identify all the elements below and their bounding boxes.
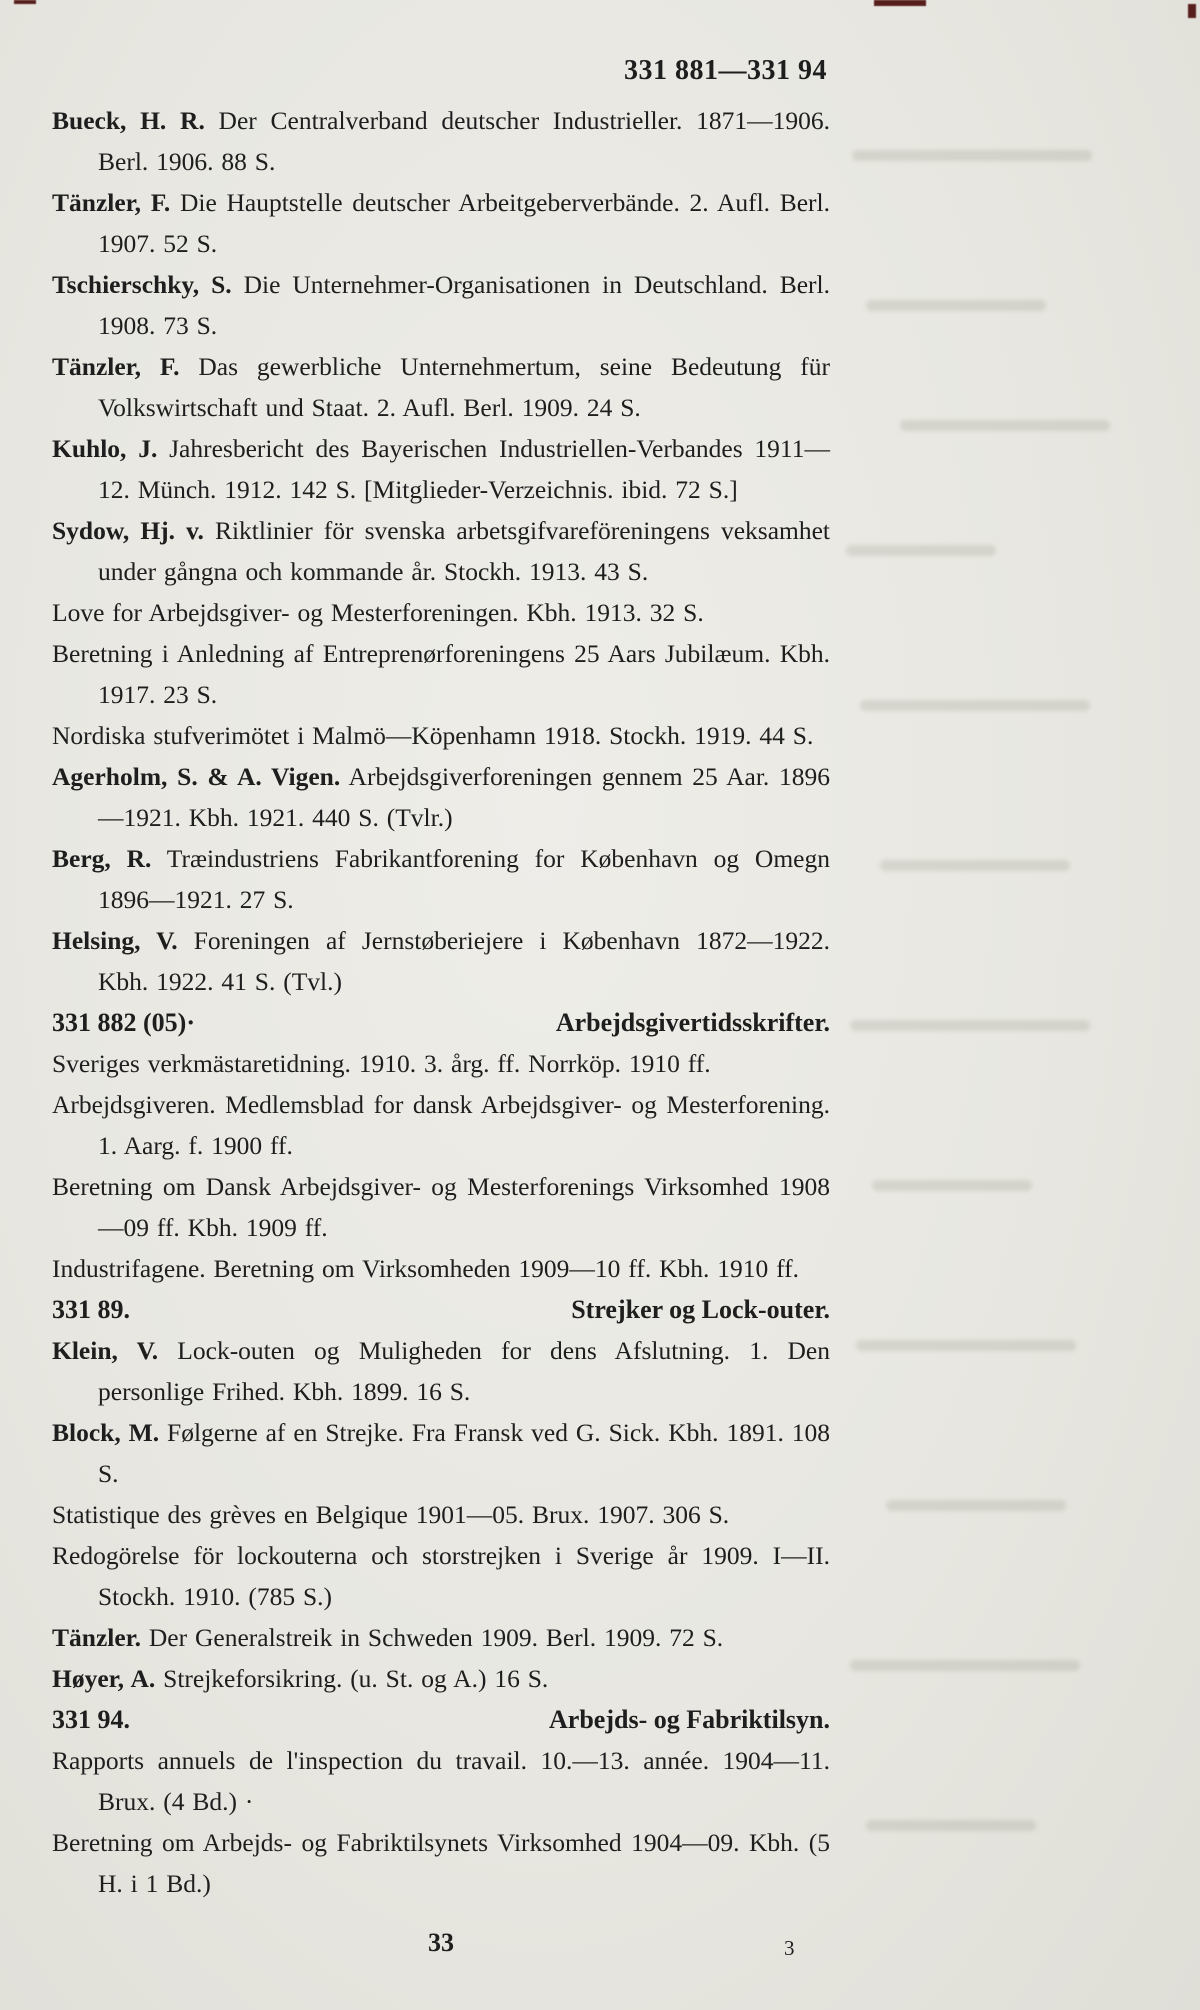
bleedthrough-mark: [900, 420, 1110, 431]
bib-entry: [52, 1535, 830, 1617]
entry-text: Lock-outen og Muligheden for dens Afslutning. 1. Den personlige Frihed. Kbh. 1899. 16 S.: [98, 1336, 831, 1406]
bib-entry: [52, 1248, 830, 1289]
bib-entry: [52, 1166, 830, 1248]
bib-entry: [52, 264, 830, 346]
bib-entry: [52, 715, 830, 756]
entry-author: Tänzler.: [52, 1623, 142, 1652]
entry-text: Strejkeforsikring. (u. St. og A.) 16 S.: [163, 1664, 549, 1693]
entry-text: Beretning i Anledning af Entreprenørforeningens 25 Aars Jubilæum. Kbh. 1917. 23 S.: [52, 639, 830, 709]
bib-entry: [52, 1412, 830, 1494]
entry-text: Beretning om Dansk Arbejdsgiver- og Mesterforenings Virksomhed 1908—09 ff. Kbh. 1909 ff.: [52, 1172, 830, 1242]
bib-entry: [52, 1822, 830, 1904]
bib-entry: [52, 756, 830, 838]
bib-entry: [52, 100, 830, 182]
entry-text: Beretning om Arbejds- og Fabriktilsynets Virksomhed 1904—09. Kbh. (5 H. i 1 Bd.): [52, 1828, 830, 1898]
entry-text: Der Generalstreik in Schweden 1909. Berl. 1909. 72 S.: [148, 1623, 724, 1652]
section-heading: [52, 1699, 830, 1740]
entry-text: Der Centralverband deutscher Industrieller. 1871—1906. Berl. 1906. 88 S.: [98, 106, 830, 176]
entry-author: Agerholm, S. & A. Vigen.: [52, 762, 341, 791]
entry-text: Følgerne af en Strejke. Fra Fransk ved G. Sick. Kbh. 1891. 108 S.: [98, 1418, 830, 1488]
entry-author: Helsing, V.: [52, 926, 178, 955]
entry-author: Bueck, H. R.: [52, 106, 205, 135]
bleedthrough-mark: [880, 860, 1070, 871]
bib-entry: [52, 1494, 830, 1535]
scan-artifact: [14, 0, 36, 4]
bib-entry: [52, 838, 830, 920]
bibliography-text: [52, 100, 830, 1904]
entry-text: Jahresbericht des Bayerischen Industriellen-Verbandes 1911—12. Münch. 1912. 142 S. [Mitglieder-Verzeichnis. ibid. 72 S.]: [98, 434, 830, 504]
entry-text: Foreningen af Jernstøberiejere i København 1872—1922. Kbh. 1922. 41 S. (Tvl.): [98, 926, 830, 996]
bib-entry: [52, 1658, 830, 1699]
bib-entry: [52, 1084, 830, 1166]
scan-artifact: [1188, 4, 1196, 18]
bleedthrough-mark: [856, 1340, 1076, 1351]
section-title: Arbejds- og Fabriktilsyn.: [549, 1705, 830, 1734]
bleedthrough-mark: [846, 545, 996, 556]
section-number: 331 882 (05)·: [52, 1008, 195, 1037]
entry-author: Berg, R.: [52, 844, 152, 873]
bib-entry: [52, 1043, 830, 1084]
bib-entry: [52, 182, 830, 264]
bib-entry: [52, 920, 830, 1002]
section-title: Strejker og Lock-outer.: [571, 1295, 830, 1324]
entry-text: Das gewerbliche Unternehmertum, seine Bedeutung für Volkswirtschaft und Staat. 2. Aufl. Berl. 1909. 24 S.: [98, 352, 831, 422]
entry-author: Sydow, Hj. v.: [52, 516, 204, 545]
section-heading: [52, 1002, 830, 1043]
entry-text: Sveriges verkmästaretidning. 1910. 3. årg. ff. Norrköp. 1910 ff.: [52, 1049, 711, 1078]
entry-text: Arbejdsgiverforeningen gennem 25 Aar. 1896—1921. Kbh. 1921. 440 S. (Tvlr.): [98, 762, 830, 832]
bib-entry: [52, 346, 830, 428]
entry-text: Redogörelse för lockouterna och storstrejken i Sverige år 1909. I—II. Stockh. 1910. (785 S.): [52, 1541, 830, 1611]
section-number: 331 94.: [52, 1705, 130, 1734]
page-number: 33: [428, 1928, 454, 1957]
bleedthrough-mark: [866, 1820, 1036, 1831]
entry-text: Statistique des grèves en Belgique 1901—05. Brux. 1907. 306 S.: [52, 1500, 730, 1529]
bib-entry: [52, 1617, 830, 1658]
entry-author: Høyer, A.: [52, 1664, 156, 1693]
entry-text: Arbejdsgiveren. Medlemsblad for dansk Arbejdsgiver- og Mesterforening. 1. Aarg. f. 1900 ff.: [52, 1090, 830, 1160]
bib-entry: [52, 633, 830, 715]
entry-text: Love for Arbejdsgiver- og Mesterforeningen. Kbh. 1913. 32 S.: [52, 598, 704, 627]
bleedthrough-mark: [860, 700, 1090, 711]
bleedthrough-mark: [872, 1180, 1032, 1191]
entry-text: Nordiska stufverimötet i Malmö—Köpenhamn 1918. Stockh. 1919. 44 S.: [52, 721, 814, 750]
entry-text: Die Hauptstelle deutscher Arbeitgeberverbände. 2. Aufl. Berl. 1907. 52 S.: [98, 188, 831, 258]
bleedthrough-mark: [852, 150, 1092, 161]
page-header-range: 331 881—331 94: [624, 55, 827, 86]
signature-mark: 3: [784, 1936, 795, 1960]
entry-text: Riktlinier för svenska arbetsgifvareföreningens veksamhet under gångna och kommande år. Stockh. 1913. 43 S.: [98, 516, 831, 586]
bleedthrough-mark: [850, 1020, 1090, 1031]
bib-entry: [52, 1330, 830, 1412]
entry-author: Tschierschky, S.: [52, 270, 232, 299]
bleedthrough-mark: [850, 1660, 1080, 1671]
bib-entry: [52, 592, 830, 633]
entry-author: Block, M.: [52, 1418, 160, 1447]
entry-author: Tänzler, F.: [52, 188, 171, 217]
entry-text: Die Unternehmer-Organisationen in Deutschland. Berl. 1908. 73 S.: [98, 270, 830, 340]
bleedthrough-mark: [866, 300, 1046, 311]
entry-text: Rapports annuels de l'inspection du travail. 10.—13. année. 1904—11. Brux. (4 Bd.) ·: [52, 1746, 830, 1816]
bib-entry: [52, 428, 830, 510]
bleedthrough-mark: [886, 1500, 1066, 1511]
entry-author: Klein, V.: [52, 1336, 159, 1365]
entry-text: Industrifagene. Beretning om Virksomheden 1909—10 ff. Kbh. 1910 ff.: [52, 1254, 800, 1283]
bib-entry: [52, 1740, 830, 1822]
entry-text: Træindustriens Fabrikantforening for København og Omegn 1896—1921. 27 S.: [98, 844, 831, 914]
entry-author: Tänzler, F.: [52, 352, 180, 381]
scan-artifact: [874, 0, 926, 6]
section-title: Arbejdsgivertidsskrifter.: [555, 1008, 830, 1037]
entry-author: Kuhlo, J.: [52, 434, 158, 463]
bib-entry: [52, 510, 830, 592]
section-number: 331 89.: [52, 1295, 130, 1324]
section-heading: [52, 1289, 830, 1330]
